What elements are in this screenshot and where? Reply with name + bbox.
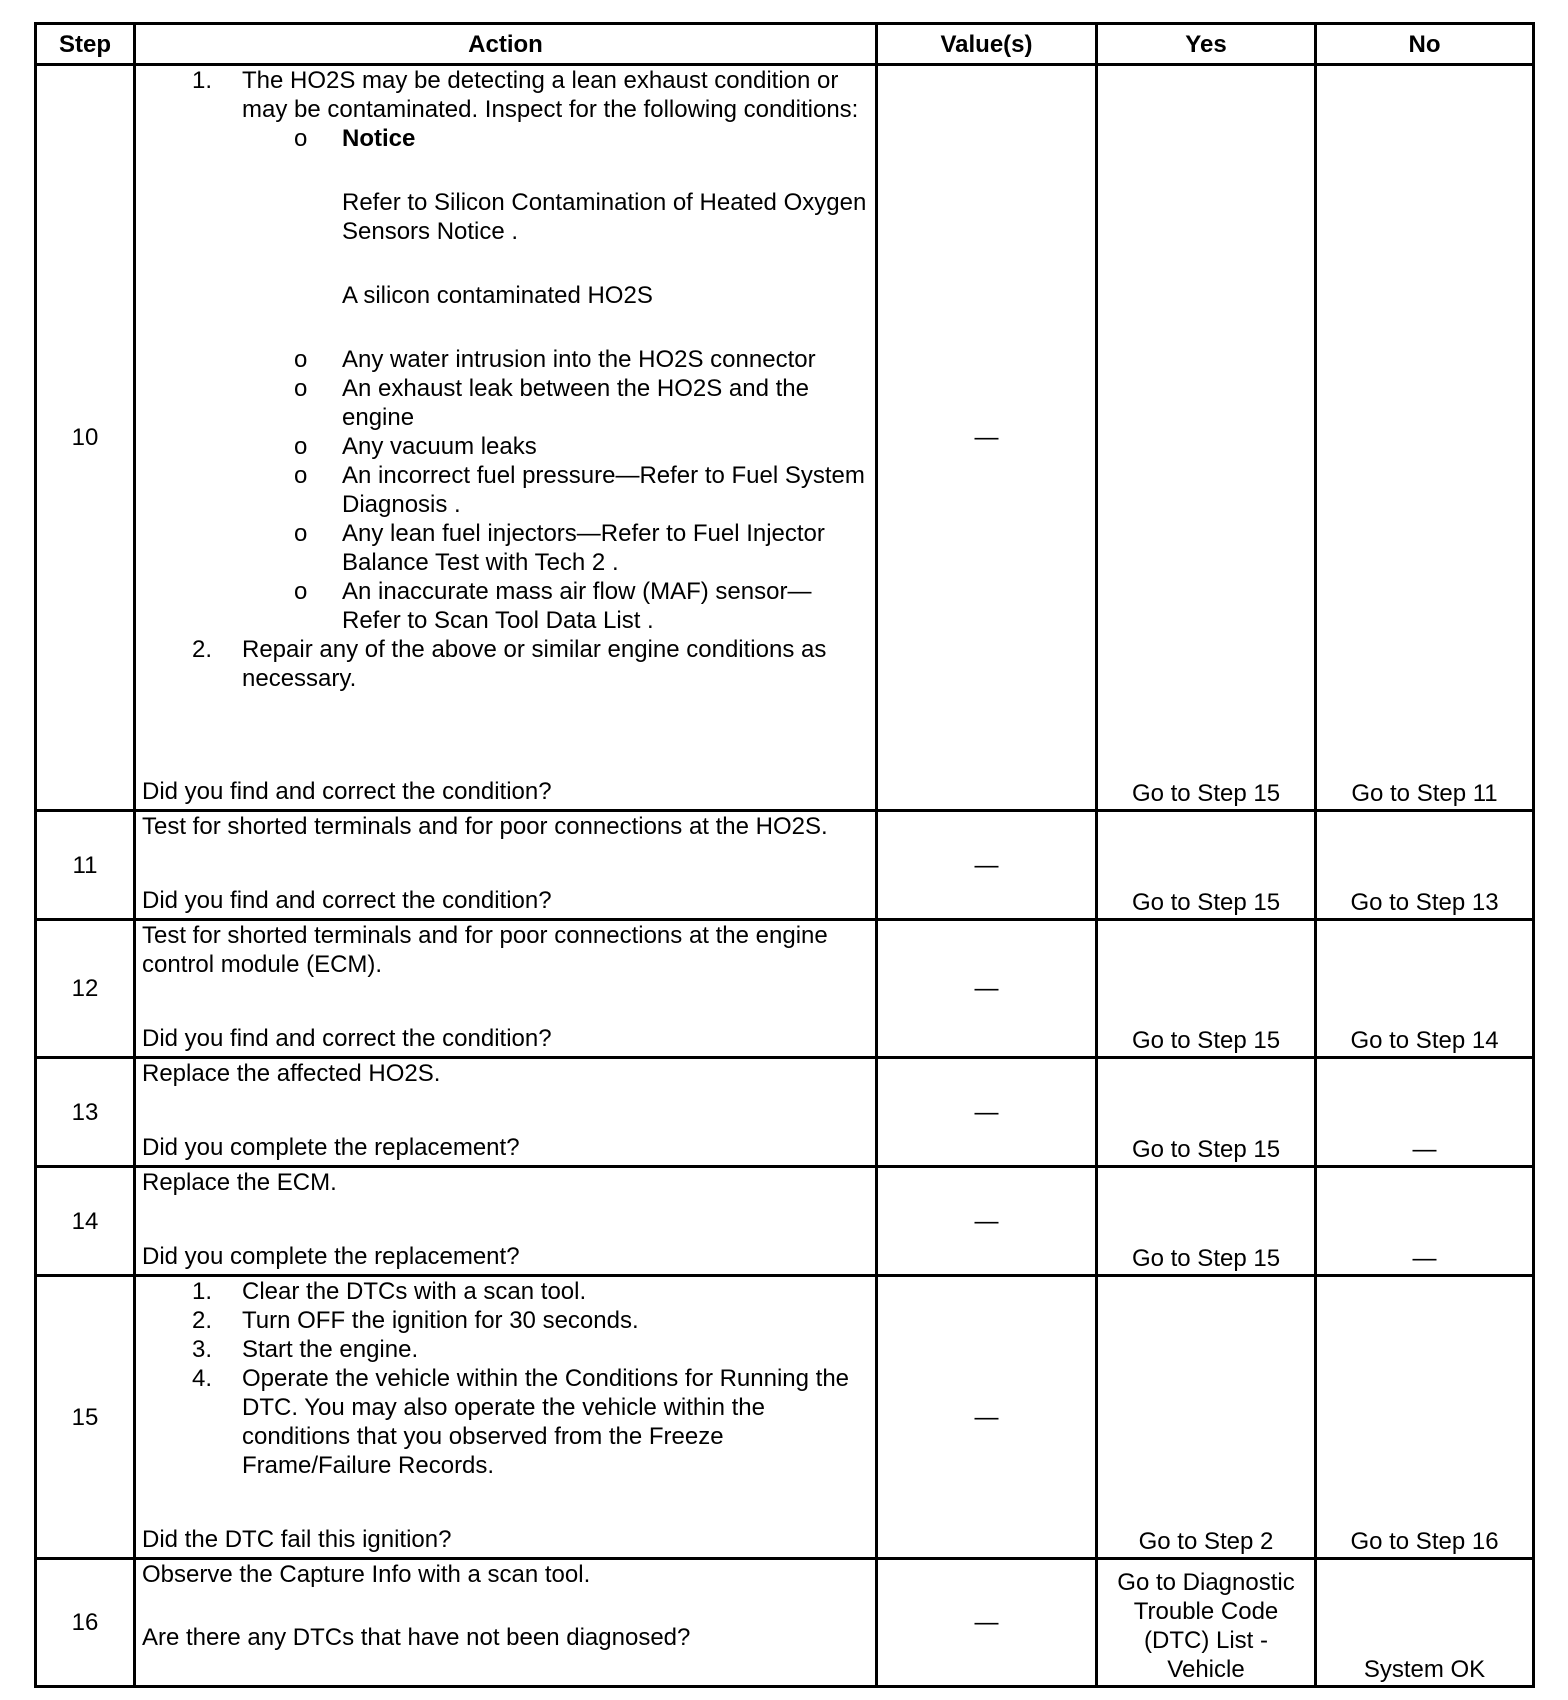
- notice-item: [242, 124, 869, 345]
- action-step-item: [142, 1364, 869, 1480]
- step-item-number: 3.: [192, 1336, 213, 1363]
- no-cell: —: [1316, 1058, 1534, 1167]
- no-cell: Go to Step 13: [1316, 811, 1534, 920]
- bullet: o: [294, 375, 308, 402]
- bullet: o: [294, 462, 308, 489]
- condition-item: [242, 577, 869, 635]
- action-step-item: [142, 635, 869, 693]
- condition-text: An exhaust leak between the HO2S and the engine: [342, 375, 809, 431]
- action-cell: [135, 811, 877, 920]
- yes-cell[interactable]: Go to Diagnostic Trouble Code (DTC) List - Vehicle: [1097, 1559, 1316, 1687]
- action-cell: [135, 1167, 877, 1276]
- action-step-item: [142, 66, 869, 635]
- condition-item: [242, 461, 869, 519]
- action-cell: [135, 1559, 877, 1687]
- yes-cell: Go to Step 2: [1097, 1276, 1316, 1559]
- step-item-text: Start the engine.: [242, 1336, 419, 1363]
- action-text: Test for shorted terminals and for poor connections at the engine control module (ECM).: [142, 922, 828, 978]
- notice-reference: Refer to Silicon Contamination of Heated Oxygen Sensors Notice .: [342, 189, 867, 245]
- condition-item: [242, 519, 869, 577]
- header-action: Action: [135, 24, 877, 65]
- value-cell: —: [877, 811, 1097, 920]
- step-item-text: Turn OFF the ignition for 30 seconds.: [242, 1307, 639, 1334]
- value-cell: —: [877, 1058, 1097, 1167]
- table-row-step-10: [36, 65, 1534, 811]
- action-question: Did you find and correct the condition?: [142, 887, 552, 914]
- step-number: 11: [36, 811, 135, 920]
- no-cell: —: [1316, 1167, 1534, 1276]
- condition-item: [242, 345, 869, 374]
- step-item-number: 1.: [192, 1278, 213, 1305]
- header-no: No: [1316, 24, 1534, 65]
- header-values: Value(s): [877, 24, 1097, 65]
- action-text: Replace the ECM.: [142, 1169, 337, 1196]
- action-steps-list: [142, 1277, 869, 1480]
- no-cell: System OK: [1316, 1559, 1534, 1687]
- action-cell: [135, 1276, 877, 1559]
- step-item-text: Repair any of the above or similar engine conditions as necessary.: [242, 636, 827, 692]
- action-step-item: [142, 1335, 869, 1364]
- table-row-step-13: [36, 1058, 1534, 1167]
- action-text: Observe the Capture Info with a scan tool.: [142, 1561, 591, 1588]
- conditions-list: [242, 124, 869, 635]
- condition-text: Any water intrusion into the HO2S connector: [342, 346, 816, 373]
- condition-item: [242, 374, 869, 432]
- table-row-step-12: [36, 920, 1534, 1058]
- value-cell: —: [877, 65, 1097, 811]
- bullet: o: [294, 125, 308, 152]
- step-item-text: Clear the DTCs with a scan tool.: [242, 1278, 587, 1305]
- step-number: 14: [36, 1167, 135, 1276]
- step-item-number: 4.: [192, 1365, 213, 1392]
- header-step: Step: [36, 24, 135, 65]
- yes-cell: Go to Step 15: [1097, 811, 1316, 920]
- step-number: 13: [36, 1058, 135, 1167]
- step-item-text: The HO2S may be detecting a lean exhaust condition or may be contaminated. Inspect for the following conditions:: [242, 67, 859, 123]
- table-row-step-11: [36, 811, 1534, 920]
- action-cell: [135, 65, 877, 811]
- step-number: 15: [36, 1276, 135, 1559]
- action-question: Did you complete the replacement?: [142, 1134, 520, 1161]
- action-cell: [135, 1058, 877, 1167]
- condition-text: An inaccurate mass air flow (MAF) sensor—Refer to Scan Tool Data List .: [342, 578, 812, 634]
- yes-cell: Go to Step 15: [1097, 1167, 1316, 1276]
- value-cell: —: [877, 920, 1097, 1058]
- diagnostic-table: [34, 22, 1535, 1688]
- condition-text: Any vacuum leaks: [342, 433, 537, 460]
- yes-cell: Go to Step 15: [1097, 1058, 1316, 1167]
- action-step-item: [142, 1277, 869, 1306]
- no-cell: Go to Step 11: [1316, 65, 1534, 811]
- action-text: Replace the affected HO2S.: [142, 1060, 441, 1087]
- header-row: [36, 24, 1534, 65]
- yes-cell: Go to Step 15: [1097, 920, 1316, 1058]
- bullet: o: [294, 433, 308, 460]
- value-cell: —: [877, 1559, 1097, 1687]
- bullet: o: [294, 520, 308, 547]
- action-question: Did you find and correct the condition?: [142, 1025, 552, 1052]
- action-text: Test for shorted terminals and for poor connections at the HO2S.: [142, 813, 828, 840]
- step-item-number: 2.: [192, 1307, 213, 1334]
- action-question: Did you find and correct the condition?: [142, 778, 552, 805]
- action-question: Are there any DTCs that have not been diagnosed?: [142, 1624, 691, 1651]
- value-cell: —: [877, 1276, 1097, 1559]
- condition-item: [242, 432, 869, 461]
- no-cell: Go to Step 16: [1316, 1276, 1534, 1559]
- notice-title: Notice: [342, 125, 416, 152]
- step-number: 16: [36, 1559, 135, 1687]
- action-step-item: [142, 1306, 869, 1335]
- bullet: o: [294, 346, 308, 373]
- table-row-step-15: [36, 1276, 1534, 1559]
- condition-text: An incorrect fuel pressure—Refer to Fuel System Diagnosis .: [342, 462, 865, 518]
- table-row-step-14: [36, 1167, 1534, 1276]
- notice-condition: A silicon contaminated HO2S: [342, 282, 653, 309]
- step-number: 12: [36, 920, 135, 1058]
- step-number: 10: [36, 65, 135, 811]
- action-question: Did you complete the replacement?: [142, 1243, 520, 1270]
- step-item-text: Operate the vehicle within the Conditions for Running the DTC. You may also operate the vehicle within the conditions that you observed from the Freeze Frame/Failure Records.: [242, 1365, 850, 1479]
- value-cell: —: [877, 1167, 1097, 1276]
- no-cell: Go to Step 14: [1316, 920, 1534, 1058]
- condition-text: Any lean fuel injectors—Refer to Fuel Injector Balance Test with Tech 2 .: [342, 520, 825, 576]
- header-yes: Yes: [1097, 24, 1316, 65]
- bullet: o: [294, 578, 308, 605]
- action-steps-list: [142, 66, 869, 693]
- table-row-step-16: [36, 1559, 1534, 1687]
- action-question: Did the DTC fail this ignition?: [142, 1526, 452, 1553]
- step-item-number: 1.: [192, 67, 213, 94]
- step-item-number: 2.: [192, 636, 213, 663]
- action-cell: [135, 920, 877, 1058]
- yes-cell: Go to Step 15: [1097, 65, 1316, 811]
